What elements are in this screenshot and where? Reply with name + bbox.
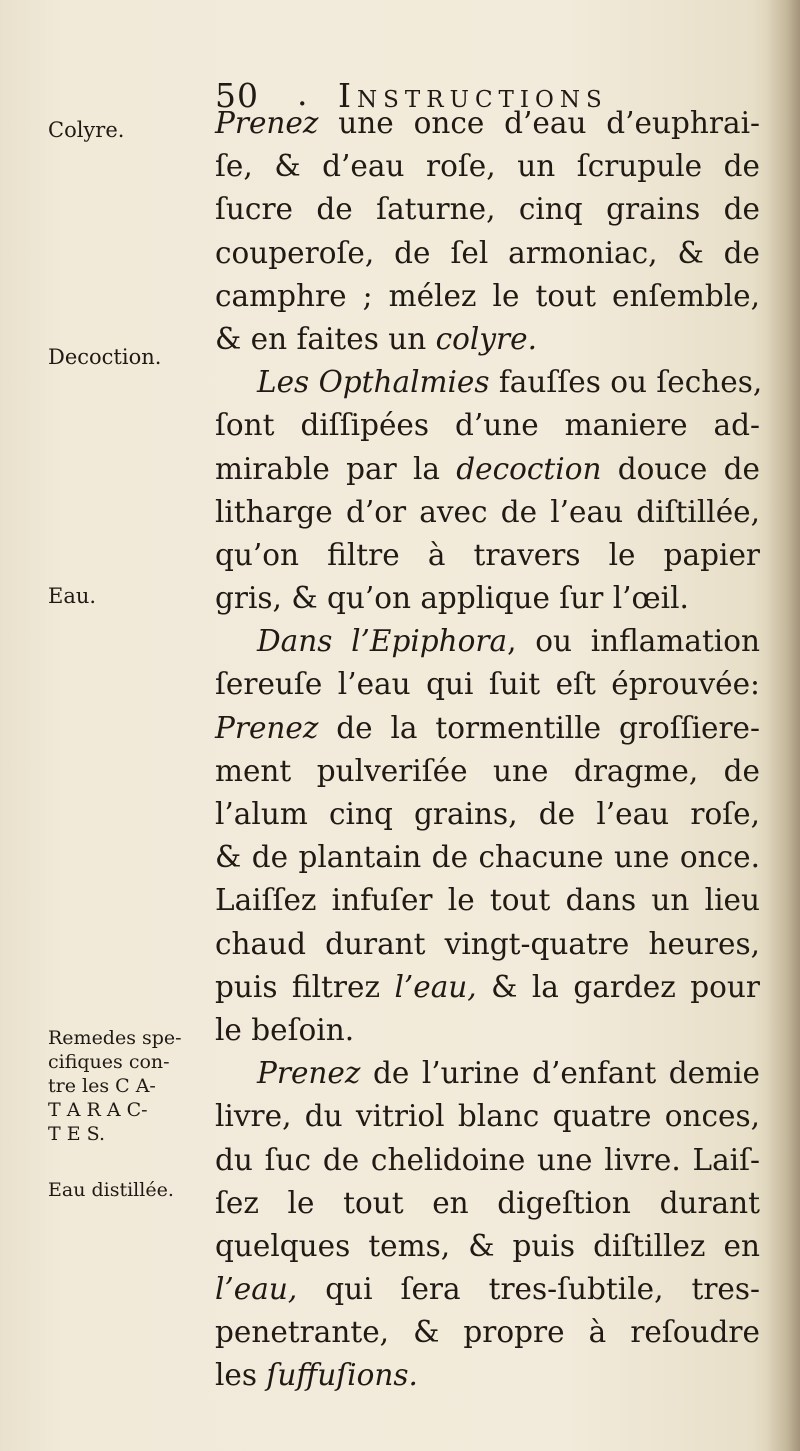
text-line — [215, 534, 760, 577]
text-line — [215, 1182, 760, 1225]
text-line — [215, 1139, 760, 1182]
text-run: couperoſe, de ſel armoniac, & de — [215, 235, 760, 270]
text-line — [215, 1311, 760, 1354]
text-line — [215, 663, 760, 706]
text-line — [215, 923, 760, 966]
text-run: mirable par la — [215, 451, 457, 486]
text-run: le beſoin. — [215, 1012, 355, 1047]
text-line — [215, 1009, 760, 1052]
text-run: l’alum cinq grains, de l’eau roſe, — [215, 797, 760, 831]
text-run: une once d’eau d’euphrai- — [318, 106, 760, 140]
text-run: , ou inflamation — [507, 624, 760, 659]
text-run: & de plantain de chacune une once. — [215, 840, 760, 875]
margin-note-line: cifiques con- — [48, 1051, 170, 1073]
text-line — [215, 879, 760, 922]
text-line — [215, 188, 760, 231]
italic-text: Prenez — [215, 106, 319, 140]
text-run: penetrante, & propre à reſoudre — [215, 1315, 760, 1350]
text-run: camphre ; mélez le tout enſemble, — [215, 278, 760, 313]
text-line — [215, 361, 763, 404]
italic-text: decoction — [456, 451, 602, 486]
text-run: & en faites un — [215, 321, 436, 356]
text-line — [215, 1095, 760, 1138]
text-run: du ſuc de chelidoine une livre. Laiſ- — [215, 1142, 760, 1177]
margin-note-line: tre les C A- — [48, 1075, 156, 1097]
text-line — [215, 707, 760, 750]
italic-text: l’eau, — [394, 969, 477, 1004]
page-edge-shadow — [766, 0, 800, 1451]
page-number: 50 — [215, 76, 259, 115]
text-run: gris, & qu’on applique ſur l’œil. — [215, 581, 689, 616]
text-run: puis filtrez — [215, 969, 395, 1004]
margin-note-line: T E S. — [48, 1123, 105, 1145]
text-line — [215, 232, 760, 275]
italic-text: l’eau, — [215, 1272, 298, 1307]
text-line — [215, 145, 760, 188]
text-run: de l’urine d’enfant demie — [360, 1056, 760, 1091]
text-run: chaud durant vingt-quatre heures, — [215, 926, 760, 961]
body-text — [215, 102, 763, 1398]
text-line — [215, 1225, 760, 1268]
text-line — [215, 1354, 760, 1397]
text-line — [215, 491, 760, 534]
italic-text: Les Opthalmies — [257, 365, 490, 400]
margin-note-colyre: Colyre. — [48, 118, 125, 142]
margin-note-eau: Eau. — [48, 584, 97, 608]
text-run: qu’on filtre à travers le papier — [215, 537, 760, 572]
text-run: ſez le tout en digeſtion durant — [215, 1185, 760, 1220]
italic-text: Dans l’Epiphora — [257, 624, 508, 659]
text-run: ſucre de ſaturne, cinq grains de — [215, 192, 760, 227]
margin-note-remedes — [48, 1026, 182, 1146]
text-run: ment pulveriſée une dragme, de — [215, 753, 760, 788]
text-run: douce de — [601, 451, 760, 486]
text-line — [215, 577, 760, 620]
text-run: litharge d’or avec de l’eau diſtillée, — [215, 494, 760, 529]
text-run: de la tormentille groſſiere- — [318, 710, 760, 745]
text-run: quelques tems, & puis diſtillez en — [215, 1228, 760, 1263]
italic-text: ſuffuſions. — [266, 1358, 418, 1393]
text-run: ſe, & d’eau roſe, un ſcrupule de — [215, 149, 760, 184]
italic-text: Prenez — [257, 1056, 361, 1091]
margin-note-line: Remedes spe- — [48, 1027, 182, 1049]
text-line — [215, 750, 760, 793]
text-line — [215, 1268, 760, 1311]
text-run: ſont diſſipées d’une maniere ad- — [215, 408, 760, 443]
header-separator: . — [297, 74, 309, 113]
margin-note-line: T A R A C- — [48, 1099, 148, 1121]
running-title: Instructions — [338, 76, 608, 115]
italic-text: Prenez — [215, 710, 319, 745]
text-line — [215, 620, 760, 663]
text-run: qui ſera tres-ſubtile, tres- — [297, 1272, 760, 1307]
text-line — [215, 966, 760, 1009]
text-run: & la gardez pour — [476, 969, 761, 1004]
text-line — [215, 793, 760, 836]
text-run: ſereuſe l’eau qui ſuit eſt éprouvée: — [215, 667, 760, 702]
text-line — [215, 318, 760, 361]
text-run: livre, du vitriol blanc quatre onces, — [215, 1099, 760, 1134]
italic-text: colyre. — [435, 321, 537, 356]
text-line — [215, 448, 760, 491]
text-run: les — [215, 1358, 267, 1393]
text-line — [215, 1052, 760, 1095]
margin-note-eau-distillee: Eau distillée. — [48, 1179, 174, 1201]
text-line — [215, 275, 760, 318]
text-run: fauſſes ou ſeches, — [489, 365, 763, 400]
margin-note-decoction: Decoction. — [48, 345, 162, 369]
text-line — [215, 836, 760, 879]
text-run: Laiſſez infuſer le tout dans un lieu — [215, 883, 760, 918]
text-line — [215, 404, 760, 447]
text-line — [215, 102, 760, 145]
